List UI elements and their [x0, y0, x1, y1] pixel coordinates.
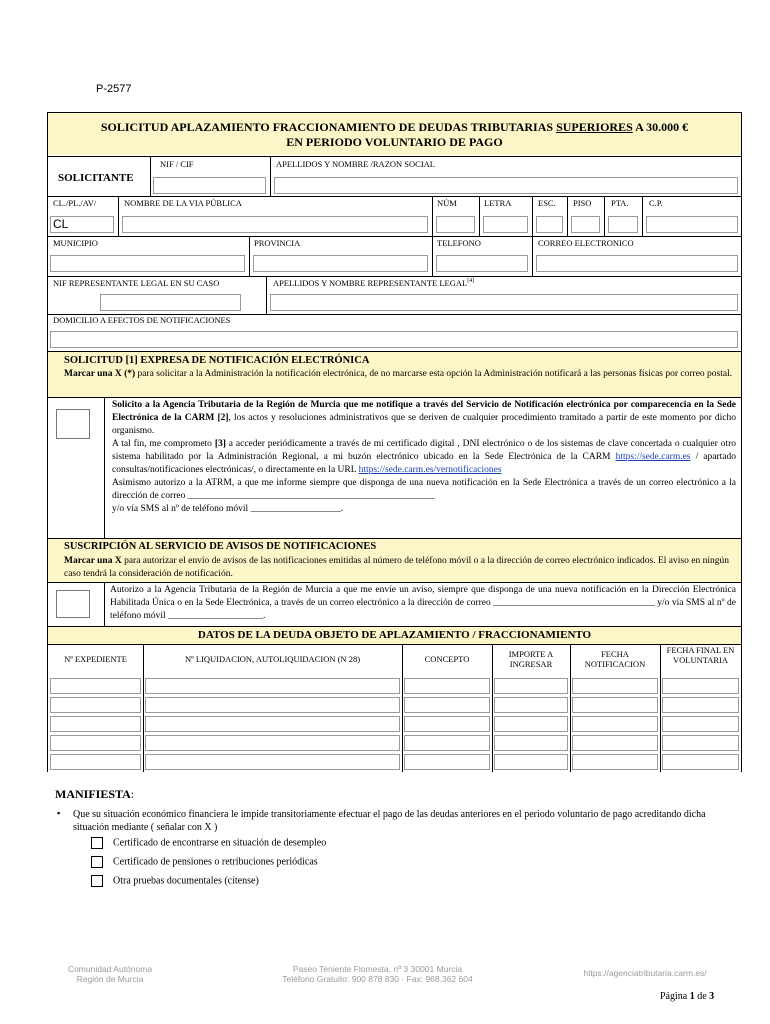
notif-instructions: Marcar una X (*) para solicitar a la Administración la notificación electrónica, de no marcarse esta opción la Administración notificará a las personas físicas por correo postal. [64, 369, 733, 379]
deuda-cell[interactable] [662, 735, 739, 751]
deuda-cell[interactable] [494, 754, 568, 770]
correo-label: CORREO ELECTRONICO [538, 238, 634, 248]
pta-label: PTA. [611, 198, 629, 208]
deuda-cell[interactable] [494, 735, 568, 751]
option-pensiones[interactable]: Certificado de pensiones o retribuciones periódicas [91, 856, 318, 868]
telefono-field[interactable] [436, 255, 528, 272]
deuda-cell[interactable] [572, 716, 658, 732]
form-title: SOLICITUD APLAZAMIENTO FRACCIONAMIENTO DE DEUDAS TRIBUTARIAS SUPERIORES A 30.000 € EN PERIODO VOLUNTARIO DE PAGO [100, 120, 689, 149]
deuda-cell[interactable] [494, 697, 568, 713]
correo-field[interactable] [536, 255, 738, 272]
via-nombre-field[interactable] [122, 216, 428, 233]
municipio-label: MUNICIPIO [53, 238, 98, 248]
manifiesta-title: MANIFIESTA: [55, 787, 135, 801]
nif-rep-field[interactable] [100, 294, 241, 311]
num-label: NÚM [437, 198, 457, 208]
via-nombre-label: NOMBRE DE LA VIA PÚBLICA [124, 198, 242, 208]
avisos-body: Autorizo a la Agencia Tributaria de la Región de Murcia a que me envíe un aviso, siempre que disponga de una nueva notificación en la Dirección Electrónica Habilitada Única o en la Sede Electrónica, a través de un correo electrónico a la dirección de correo __________________________________ y/o vía SMS al nº de teléfono móvil ____________________. [110, 585, 736, 621]
deuda-cell[interactable] [404, 678, 490, 694]
deuda-cell[interactable] [404, 716, 490, 732]
cp-field[interactable] [646, 216, 738, 233]
deuda-cell[interactable] [50, 716, 141, 732]
nombre-rep-label: APELLIDOS Y NOMBRE REPRESENTANTE LEGAL[4] [273, 278, 475, 288]
provincia-label: PROVINCIA [254, 238, 301, 248]
checkbox[interactable] [91, 875, 103, 887]
domicilio-field[interactable] [50, 331, 738, 348]
deuda-cell[interactable] [572, 678, 658, 694]
option-otras[interactable]: Otra pruebas documentales (cítense) [91, 875, 259, 887]
checkbox[interactable] [91, 856, 103, 868]
deuda-cell[interactable] [145, 735, 400, 751]
deuda-col-header: CONCEPTO [424, 654, 470, 664]
letra-field[interactable] [483, 216, 528, 233]
provincia-field[interactable] [253, 255, 428, 272]
municipio-field[interactable] [50, 255, 245, 272]
nombre-field[interactable] [274, 177, 738, 194]
deuda-cell[interactable] [50, 678, 141, 694]
option-desempleo[interactable]: Certificado de encontrarse en situación de desempleo [91, 837, 326, 849]
notif-electronica-checkbox[interactable] [56, 409, 90, 439]
deuda-title: DATOS DE LA DEUDA OBJETO DE APLAZAMIENTO / FRACCIONAMIENTO [197, 629, 592, 641]
deuda-col-header: FECHA FINAL EN VOLUNTARIA [666, 645, 735, 665]
letra-label: LETRA [484, 198, 512, 208]
footer-url: https://agenciatributaria.carm.es/ [583, 968, 707, 978]
footer-org: Comunidad Autónoma Región de Murcia [67, 964, 153, 984]
nif-rep-label: NIF REPRESENTANTE LEGAL EN SU CASO [53, 278, 220, 288]
deuda-cell[interactable] [494, 716, 568, 732]
telefono-label: TELEFONO [437, 238, 481, 248]
nif-field[interactable] [153, 177, 266, 194]
footer-address: Paseo Teniente Flomesta, nº 3 30001 Murcia Teléfono Gratuito: 900 878 830 · Fax: 968.362 604 [282, 964, 473, 984]
nombre-label: APELLIDOS Y NOMBRE /RAZON SOCIAL [276, 159, 435, 169]
deuda-cell[interactable] [662, 754, 739, 770]
avisos-checkbox[interactable] [56, 590, 90, 618]
deuda-cell[interactable] [50, 735, 141, 751]
deuda-cell[interactable] [145, 678, 400, 694]
via-tipo-label: CL./PL./AV/ [53, 198, 97, 208]
page-number: Página 1 de 3 [660, 991, 715, 1002]
deuda-cell[interactable] [572, 697, 658, 713]
piso-label: PISO [573, 198, 592, 208]
form-code: P-2577 [96, 83, 132, 95]
notif-body: Solicito a la Agencia Tributaria de la Región de Murcia que me notifique a través del Servicio de Notificación electrónica por comparecencia en la Sede Electrónica de la CARM [2], los actos y resoluciones administrativos que se deriven de cualquier procedimiento tramitado a partir de este momento por dicho organismo. A tal fin, me comprometo [3] a acceder periódicamente a través de mi certificado digital , DNI electrónico o de los sistemas de clave concertada o cualquier otro sistema habilitado por la Administración Regional, a mi buzón electrónico ubicado en la Sede Electrónica de la CARM https://sede.carm.es / apartado consultas/notificaciones electrónicas/, o directamente en la URL https://sede.carm.es/vernotificaciones Asimismo autorizo a la ATRM, a que me informe siempre que disponga de una nueva notificación en la Sede Electrónica a través de un correo electrónico a la dirección de correo ____________________________________________________ y/o vía SMS al nº de teléfono móvil ___________________. [112, 400, 736, 514]
deuda-cell[interactable] [572, 754, 658, 770]
deuda-cell[interactable] [145, 697, 400, 713]
num-field[interactable] [436, 216, 475, 233]
manifiesta-bullet: Que su situación económico financiera le impide transitoriamente efectuar el pago de las deudas anteriores en el periodo voluntario de pago acreditando dicha situación mediante ( señalar con X ) [73, 809, 706, 833]
deuda-cell[interactable] [145, 716, 400, 732]
bullet-icon: ▪ [57, 808, 61, 818]
deuda-cell[interactable] [404, 754, 490, 770]
sede-link[interactable]: https://sede.carm.es [615, 452, 691, 462]
vernotificaciones-link[interactable]: https://sede.carm.es/vernotificaciones [358, 465, 502, 475]
piso-field[interactable] [571, 216, 600, 233]
notif-title: SOLICITUD [1] EXPRESA DE NOTIFICACIÓN ELECTRÓNICA [64, 355, 370, 366]
deuda-cell[interactable] [494, 678, 568, 694]
deuda-col-header: Nº EXPEDIENTE [64, 654, 127, 664]
avisos-title: SUSCRIPCIÓN AL SERVICIO DE AVISOS DE NOTIFICACIONES [64, 541, 377, 552]
deuda-cell[interactable] [50, 697, 141, 713]
esc-label: ESC. [538, 198, 556, 208]
deuda-cell[interactable] [662, 678, 739, 694]
deuda-cell[interactable] [662, 716, 739, 732]
nif-label: NIF / CIF [160, 159, 194, 169]
esc-field[interactable] [536, 216, 563, 233]
pta-field[interactable] [608, 216, 638, 233]
cp-label: C.P. [649, 198, 663, 208]
solicitante-header: SOLICITANTE [58, 172, 134, 184]
deuda-cell[interactable] [50, 754, 141, 770]
avisos-instructions: Marcar una X para autorizar el envío de avisos de las notificaciones emitidas al número de teléfono móvil o a la dirección de correo electrónico indicados. El aviso en ningún caso tendrá la consideración de notificación. [64, 556, 729, 579]
deuda-col-header: FECHA NOTIFICACION [584, 649, 646, 669]
deuda-cell[interactable] [662, 697, 739, 713]
deuda-cell[interactable] [404, 697, 490, 713]
deuda-col-header: Nº LIQUIDACION, AUTOLIQUIDACION (N 28) [184, 654, 361, 664]
deuda-cell[interactable] [572, 735, 658, 751]
domicilio-label: DOMICILIO A EFECTOS DE NOTIFICACIONES [53, 315, 231, 325]
nombre-rep-field[interactable] [270, 294, 738, 311]
checkbox[interactable] [91, 837, 103, 849]
deuda-cell[interactable] [404, 735, 490, 751]
deuda-cell[interactable] [145, 754, 400, 770]
via-tipo-field[interactable]: CL [50, 216, 114, 233]
deuda-col-header: IMPORTE A INGRESAR [508, 649, 554, 669]
